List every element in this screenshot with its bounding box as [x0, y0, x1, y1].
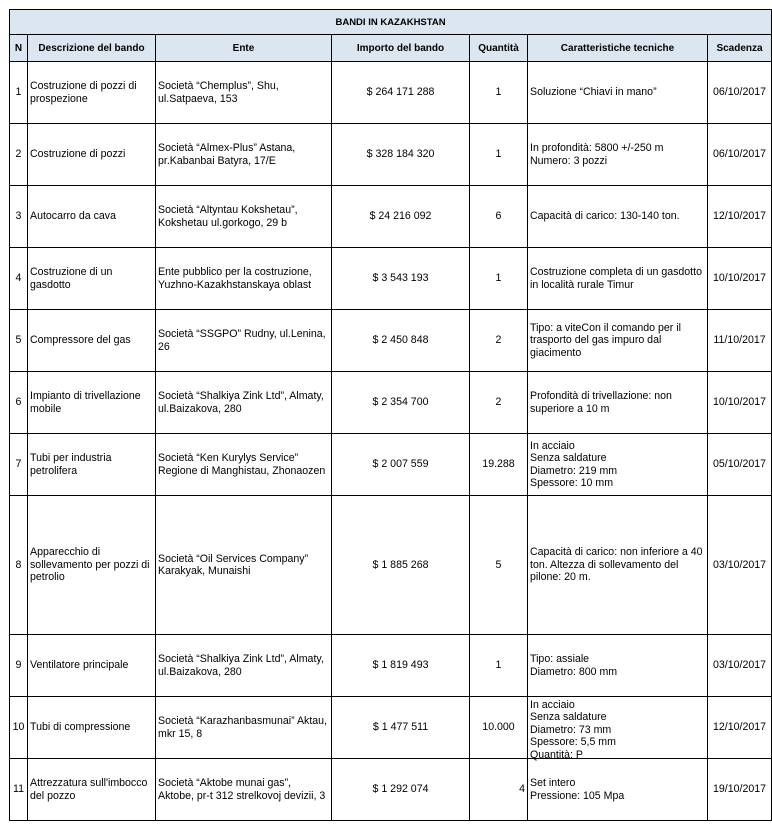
cell-number: 6 — [10, 372, 28, 434]
cell-description: Ventilatore principale — [28, 635, 156, 697]
cell-entity: Società “SSGPO” Rudny, ul.Lenina, 26 — [156, 310, 332, 372]
cell-technical: In profondità: 5800 +/-250 m Numero: 3 pozzi — [528, 124, 708, 186]
cell-description: Attrezzatura sull'imbocco del pozzo — [28, 759, 156, 821]
header-description: Descrizione del bando — [28, 35, 156, 62]
cell-quantity: 4 — [470, 759, 528, 821]
cell-amount: $ 24 216 092 — [332, 186, 470, 248]
cell-technical: Capacità di carico: non inferiore a 40 ton. Altezza di sollevamento del pilone: 20 m. — [528, 496, 708, 635]
cell-description: Tubi per industria petrolifera — [28, 434, 156, 496]
cell-description: Costruzione di pozzi di prospezione — [28, 62, 156, 124]
table-row — [10, 496, 772, 635]
cell-amount: $ 2 450 848 — [332, 310, 470, 372]
cell-entity: Società “Karazhanbasmunai” Aktau, mkr 15, 8 — [156, 697, 332, 759]
header-deadline: Scadenza — [708, 35, 772, 62]
cell-number: 9 — [10, 635, 28, 697]
table-body — [10, 62, 772, 821]
cell-quantity: 10.000 — [470, 697, 528, 759]
table-row — [10, 635, 772, 697]
cell-entity: Società “Almex-Plus” Astana, pr.Kabanbai Batyra, 17/E — [156, 124, 332, 186]
cell-technical: In acciaio Senza saldature Diametro: 73 mm Spessore: 5,5 mm Quantità: P — [528, 697, 708, 759]
cell-amount: $ 1 477 511 — [332, 697, 470, 759]
header-row — [10, 35, 772, 62]
cell-description: Impianto di trivellazione mobile — [28, 372, 156, 434]
cell-description: Tubi di compressione — [28, 697, 156, 759]
tenders-table-container — [9, 9, 767, 821]
cell-description: Autocarro da cava — [28, 186, 156, 248]
header-n: N — [10, 35, 28, 62]
table-row — [10, 124, 772, 186]
cell-deadline: 10/10/2017 — [708, 248, 772, 310]
cell-number: 8 — [10, 496, 28, 635]
cell-deadline: 12/10/2017 — [708, 186, 772, 248]
cell-number: 11 — [10, 759, 28, 821]
cell-quantity: 6 — [470, 186, 528, 248]
tenders-table — [9, 9, 772, 821]
table-row — [10, 434, 772, 496]
cell-number: 2 — [10, 124, 28, 186]
cell-description: Compressore del gas — [28, 310, 156, 372]
cell-deadline: 03/10/2017 — [708, 496, 772, 635]
cell-deadline: 06/10/2017 — [708, 124, 772, 186]
cell-technical: Tipo: assiale Diametro: 800 mm — [528, 635, 708, 697]
cell-quantity: 2 — [470, 310, 528, 372]
table-row — [10, 372, 772, 434]
cell-number: 4 — [10, 248, 28, 310]
cell-quantity: 1 — [470, 62, 528, 124]
cell-technical: Costruzione completa di un gasdotto in località rurale Timur — [528, 248, 708, 310]
cell-entity: Società “Ken Kurylys Service” Regione di Manghistau, Zhonaozen — [156, 434, 332, 496]
header-technical: Caratteristiche tecniche — [528, 35, 708, 62]
cell-number: 5 — [10, 310, 28, 372]
table-row — [10, 697, 772, 759]
header-amount: Importo del bando — [332, 35, 470, 62]
table-row — [10, 62, 772, 124]
cell-number: 10 — [10, 697, 28, 759]
cell-number: 1 — [10, 62, 28, 124]
cell-number: 3 — [10, 186, 28, 248]
table-title: BANDI IN KAZAKHSTAN — [10, 10, 772, 35]
table-row — [10, 248, 772, 310]
cell-deadline: 12/10/2017 — [708, 697, 772, 759]
cell-technical: In acciaio Senza saldature Diametro: 219 mm Spessore: 10 mm — [528, 434, 708, 496]
cell-amount: $ 2 007 559 — [332, 434, 470, 496]
cell-deadline: 11/10/2017 — [708, 310, 772, 372]
cell-amount: $ 2 354 700 — [332, 372, 470, 434]
cell-deadline: 06/10/2017 — [708, 62, 772, 124]
cell-deadline: 03/10/2017 — [708, 635, 772, 697]
cell-quantity: 1 — [470, 124, 528, 186]
cell-deadline: 19/10/2017 — [708, 759, 772, 821]
cell-entity: Società “Oil Services Company” Karakyak, Munaishi — [156, 496, 332, 635]
cell-entity: Società “Shalkiya Zink Ltd”, Almaty, ul.Baizakova, 280 — [156, 635, 332, 697]
cell-number: 7 — [10, 434, 28, 496]
cell-quantity: 19.288 — [470, 434, 528, 496]
cell-quantity: 1 — [470, 248, 528, 310]
cell-deadline: 10/10/2017 — [708, 372, 772, 434]
cell-deadline: 05/10/2017 — [708, 434, 772, 496]
cell-entity: Società “Shalkiya Zink Ltd”, Almaty, ul.Baizakova, 280 — [156, 372, 332, 434]
cell-amount: $ 328 184 320 — [332, 124, 470, 186]
table-row — [10, 759, 772, 821]
cell-amount: $ 3 543 193 — [332, 248, 470, 310]
cell-entity: Società “Altyntau Kokshetau”, Kokshetau ul.gorkogo, 29 b — [156, 186, 332, 248]
cell-technical: Capacità di carico: 130-140 ton. — [528, 186, 708, 248]
cell-quantity: 5 — [470, 496, 528, 635]
cell-quantity: 1 — [470, 635, 528, 697]
cell-amount: $ 1 292 074 — [332, 759, 470, 821]
cell-description: Costruzione di pozzi — [28, 124, 156, 186]
cell-technical: Profondità di trivellazione: non superiore a 10 m — [528, 372, 708, 434]
cell-quantity: 2 — [470, 372, 528, 434]
table-row — [10, 310, 772, 372]
cell-amount: $ 1 819 493 — [332, 635, 470, 697]
cell-amount: $ 1 885 268 — [332, 496, 470, 635]
header-entity: Ente — [156, 35, 332, 62]
cell-entity: Società “Aktobe munai gas”, Aktobe, pr-t 312 strelkovoj devizii, 3 — [156, 759, 332, 821]
cell-entity: Società “Chemplus”, Shu, ul.Satpaeva, 153 — [156, 62, 332, 124]
cell-technical: Soluzione “Chiavi in mano” — [528, 62, 708, 124]
cell-technical: Tipo: a viteCon il comando per il trasporto del gas impuro dal giacimento — [528, 310, 708, 372]
cell-entity: Ente pubblico per la costruzione, Yuzhno-Kazakhstanskaya oblast — [156, 248, 332, 310]
cell-description: Costruzione di un gasdotto — [28, 248, 156, 310]
cell-technical: Set intero Pressione: 105 Mpa — [528, 759, 708, 821]
table-row — [10, 186, 772, 248]
header-quantity: Quantità — [470, 35, 528, 62]
cell-amount: $ 264 171 288 — [332, 62, 470, 124]
cell-description: Apparecchio di sollevamento per pozzi di petrolio — [28, 496, 156, 635]
